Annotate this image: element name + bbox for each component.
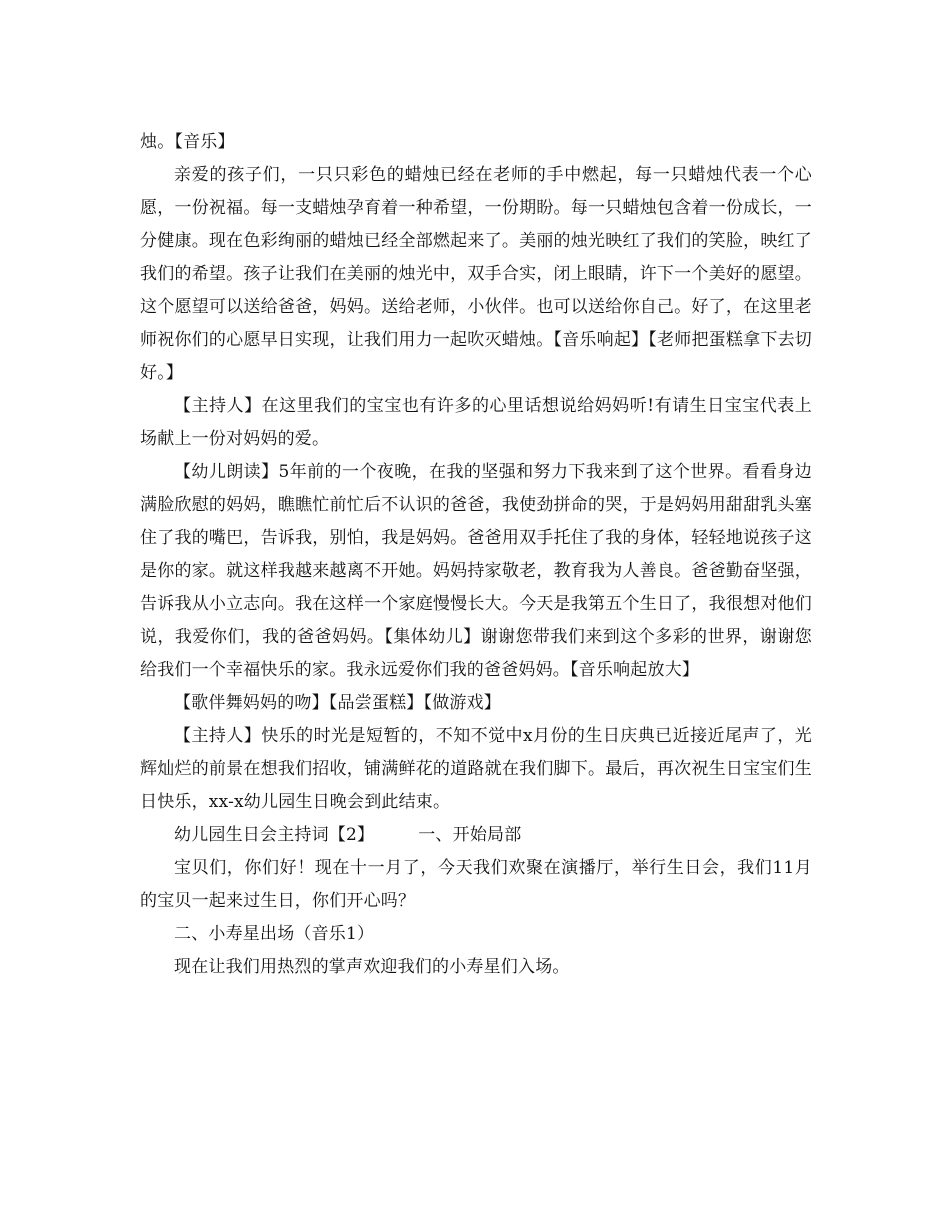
section-title: 幼儿园生日会主持词【2】 (174, 825, 375, 845)
paragraph: 【主持人】在这里我们的宝宝也有许多的心里话想说给妈妈听!有请生日宝宝代表上场献上一份对妈妈的爱。 (140, 396, 812, 449)
paragraph: 烛。【音乐】 (140, 132, 235, 152)
section-heading-line (140, 819, 812, 852)
paragraph: 【主持人】快乐的时光是短暂的，不知不觉中x月份的生日庆典已近接近尾声了，光辉灿烂的前景在想我们招收，铺满鲜花的道路就在我们脚下。最后，再次祝生日宝宝们生日快乐，xx-x幼儿园生日晚会到此结束。 (140, 726, 812, 812)
paragraph: 【幼儿朗读】5年前的一个夜晚，在我的坚强和努力下我来到了这个世界。看看身边满脸欣慰的妈妈，瞧瞧忙前忙后不认识的爸爸，我使劲拼命的哭，于是妈妈用甜甜乳头塞住了我的嘴巴，告诉我，别怕，我是妈妈。爸爸用双手托住了我的身体，轻轻地说孩子这是你的家。就这样我越来越离不开她。妈妈持家敬老，教育我为人善良。爸爸勤奋坚强，告诉我从小立志向。我在这样一个家庭慢慢长大。今天是我第五个生日了，我很想对他们说，我爱你们，我的爸爸妈妈。【集体幼儿】谢谢您带我们来到这个多彩的世界，谢谢您给我们一个幸福快乐的家。我永远爱你们我的爸爸妈妈。【音乐响起放大】 (140, 462, 812, 680)
paragraph: 二、小寿星出场（音乐1） (174, 924, 375, 944)
document-body (140, 126, 812, 984)
paragraph: 宝贝们，你们好！现在十一月了，今天我们欢聚在演播厅，举行生日会，我们11月的宝贝一起来过生日，你们开心吗？ (140, 858, 812, 911)
paragraph: 【歌伴舞妈妈的吻】【品尝蛋糕】【做游戏】 (174, 693, 501, 713)
section-subtitle: 一、开始局部 (418, 825, 522, 845)
paragraph: 现在让我们用热烈的掌声欢迎我们的小寿星们入场。 (174, 957, 570, 977)
paragraph: 亲爱的孩子们，一只只彩色的蜡烛已经在老师的手中燃起，每一只蜡烛代表一个心愿，一份祝福。每一支蜡烛孕育着一种希望，一份期盼。每一只蜡烛包含着一份成长，一分健康。现在色彩绚丽的蜡烛已经全部燃起来了。美丽的烛光映红了我们的笑脸，映红了我们的希望。孩子让我们在美丽的烛光中，双手合实，闭上眼睛，许下一个美好的愿望。这个愿望可以送给爸爸，妈妈。送给老师，小伙伴。也可以送给你自己。好了，在这里老师祝你们的心愿早日实现，让我们用力一起吹灭蜡烛。【音乐响起】【老师把蛋糕拿下去切好。】 (140, 165, 812, 383)
